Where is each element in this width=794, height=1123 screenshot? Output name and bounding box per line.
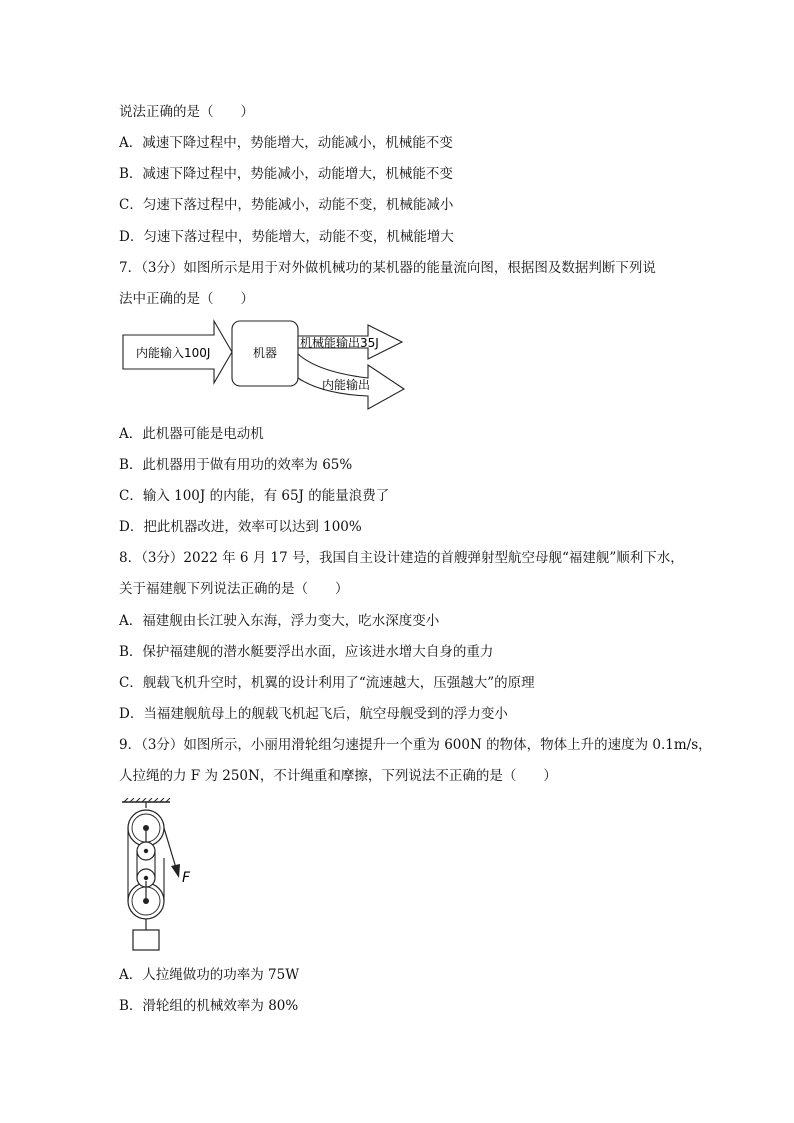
q8-option-a: A．福建舰由长江驶入东海，浮力变大，吃水深度变小: [119, 613, 440, 629]
mech-output-label: 机械能输出35J: [300, 336, 379, 350]
q7-option-a: A．此机器可能是电动机: [119, 426, 264, 442]
heat-output-label: 内能输出: [322, 378, 371, 392]
q8-option-c: C．舰载飞机升空时，机翼的设计利用了“流速越大，压强越大”的原理: [119, 675, 535, 691]
q9-stem: 9．（3分）如图所示，小丽用滑轮组匀速提升一个重为 600N 的物体，物体上升的速度为 0.1m/s，: [119, 737, 712, 753]
q7-stem: 7．（3分）如图所示是用于对外做机械功的某机器的能量流向图，根据图及数据判断下列说: [119, 260, 656, 276]
q7-option-d: D．把此机器改进，效率可以达到 100%: [119, 519, 362, 535]
q8-option-b: B．保护福建舰的潜水艇要浮出水面，应该进水增大自身的重力: [119, 644, 494, 660]
q8-option-d: D．当福建舰航母上的舰载飞机起飞后，航空母舰受到的浮力变小: [119, 706, 508, 722]
pull-rope: [164, 828, 176, 868]
pulley-diagram: [118, 798, 208, 954]
input-label: 内能输入100J: [136, 346, 211, 360]
option-a: A．减速下降过程中，势能增大，动能减小，机械能不变: [119, 135, 453, 151]
machine-label: 机器: [252, 346, 278, 360]
weight-block: [133, 930, 159, 950]
q8-stem: 8．（3分）2022 年 6 月 17 号，我国自主设计建造的首艘弹射型航空母舰“福建舰”顺利下水，: [119, 550, 684, 566]
option-c: C．匀速下落过程中，势能减小，动能不变，机械能减小: [119, 197, 454, 213]
q9-option-a: A．人拉绳做功的功率为 75W: [119, 967, 300, 983]
q9-option-b: B．滑轮组的机械效率为 80%: [119, 998, 299, 1014]
energy-flow-diagram: [122, 318, 412, 414]
option-b: B．减速下降过程中，势能减小，动能增大，机械能不变: [119, 166, 453, 182]
q7-option-c: C．输入 100J 的内能，有 65J 的能量浪费了: [119, 488, 390, 504]
q7-option-b: B．此机器用于做有用功的效率为 65%: [119, 457, 353, 473]
q8-stem-cont: 关于福建舰下列说法正确的是（ ）: [119, 581, 349, 597]
force-label: F: [182, 870, 191, 886]
force-arrowhead: [171, 864, 180, 878]
q7-stem-cont: 法中正确的是（ ）: [119, 291, 254, 307]
option-d: D．匀速下落过程中，势能增大，动能不变，机械能增大: [119, 229, 454, 245]
line-1: 说法正确的是（ ）: [119, 104, 254, 120]
q9-stem-cont: 人拉绳的力 F 为 250N，不计绳重和摩擦，下列说法不正确的是（ ）: [119, 768, 557, 784]
